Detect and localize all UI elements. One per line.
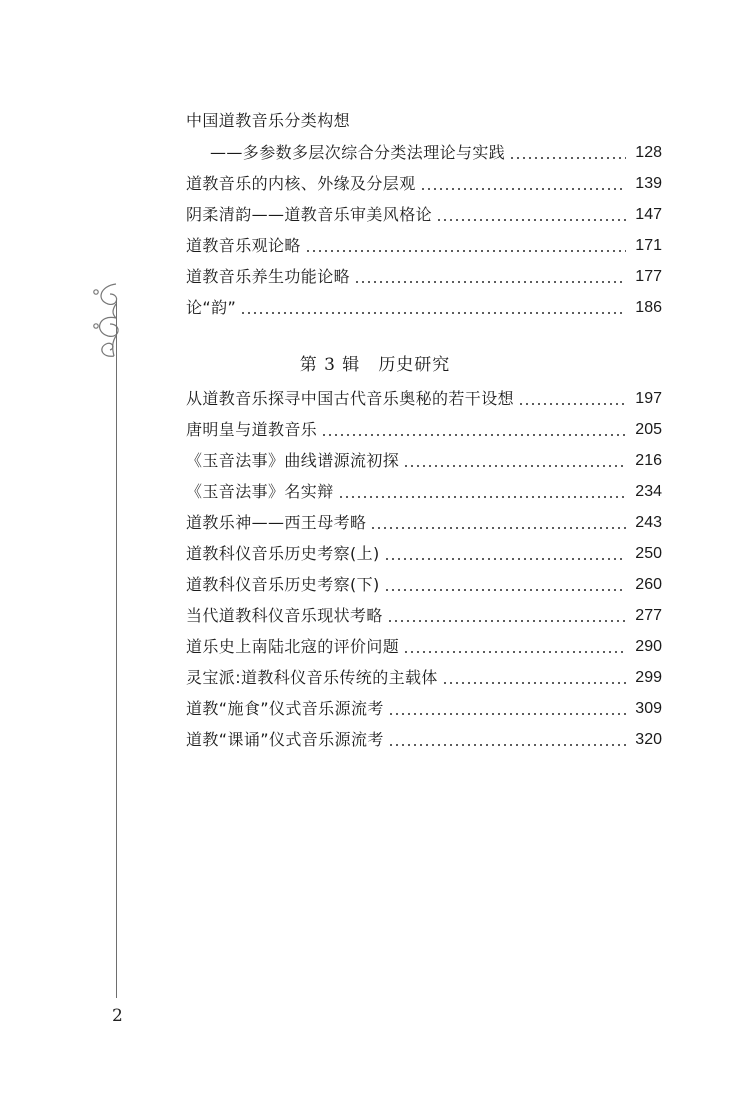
toc-entry[interactable]	[186, 233, 662, 257]
toc-entry-title: 《玉音法事》曲线谱源流初探	[186, 451, 400, 470]
toc-entry-title: 道教音乐的内核、外缘及分层观	[186, 174, 416, 193]
section-title: 历史研究	[378, 355, 451, 375]
toc-entry-page: 234	[635, 483, 662, 500]
section-number: 第 3 辑	[299, 355, 361, 375]
toc-entry-heading[interactable]	[186, 110, 350, 132]
toc-entry-page: 177	[635, 268, 662, 285]
toc-entry-page: 128	[635, 144, 662, 161]
toc-entry[interactable]	[186, 171, 662, 195]
toc-entry-title: 当代道教科仪音乐现状考略	[186, 606, 383, 625]
toc-entry[interactable]	[186, 727, 662, 751]
toc-entry-page: 260	[635, 576, 662, 593]
toc-entry[interactable]	[186, 417, 662, 441]
toc-entry-title: 道教音乐观论略	[186, 236, 301, 255]
dot-leader	[387, 620, 626, 622]
toc-entry[interactable]	[186, 510, 662, 534]
toc-entry[interactable]	[186, 202, 662, 226]
toc-entry-title: 道教音乐养生功能论略	[186, 267, 351, 286]
toc-entry-page: 243	[635, 514, 662, 531]
toc-entry-title: 道教科仪音乐历史考察(上)	[186, 544, 380, 563]
toc-entry-title: 道教乐神——西王母考略	[186, 513, 367, 532]
toc-entry[interactable]	[186, 572, 662, 596]
toc-entry-page: 186	[635, 299, 662, 316]
toc-entry-title: 《玉音法事》名实辩	[186, 482, 334, 501]
dot-leader	[518, 403, 626, 405]
page-number: 2	[112, 1006, 123, 1026]
toc-entry-page: 250	[635, 545, 662, 562]
toc-entry[interactable]	[186, 665, 662, 689]
dot-leader	[321, 434, 626, 436]
dot-leader	[384, 589, 626, 591]
dot-leader	[384, 558, 626, 560]
toc-entry-title: 道教科仪音乐历史考察(下)	[186, 575, 380, 594]
toc-entry[interactable]	[186, 448, 662, 472]
toc-entry-title: 中国道教音乐分类构想	[186, 111, 351, 130]
toc-entry-page: 205	[635, 421, 662, 438]
dot-leader	[388, 744, 626, 746]
toc-entry-page: 197	[635, 390, 662, 407]
dot-leader	[420, 188, 626, 190]
toc-entry-title: 灵宝派:道教科仪音乐传统的主载体	[186, 668, 438, 687]
dot-leader	[388, 713, 626, 715]
toc-entry-title: 道乐史上南陆北寇的评价问题	[186, 637, 400, 656]
toc-entry-title: 道教“施食”仪式音乐源流考	[186, 699, 384, 718]
toc-entry[interactable]	[186, 603, 662, 627]
toc-entry-page: 277	[635, 607, 662, 624]
toc-entry[interactable]	[186, 386, 662, 410]
toc-entry-page: 171	[635, 237, 662, 254]
dot-leader	[338, 496, 626, 498]
toc-entry[interactable]	[186, 479, 662, 503]
toc-entry-title: 道教“课诵”仪式音乐源流考	[186, 730, 384, 749]
dot-leader	[509, 157, 626, 159]
dot-leader	[240, 312, 626, 314]
toc-entry-page: 139	[635, 175, 662, 192]
toc-entry-title: 论“韵”	[186, 298, 237, 317]
toc-entry-page: 216	[635, 452, 662, 469]
section-heading	[0, 350, 750, 375]
dot-leader	[436, 219, 626, 221]
margin-rule	[116, 300, 117, 998]
toc-entry[interactable]	[186, 696, 662, 720]
toc-entry[interactable]	[186, 634, 662, 658]
toc-entry-title: ——多参数多层次综合分类法理论与实践	[210, 143, 506, 162]
toc-entry-page: 290	[635, 638, 662, 655]
dot-leader	[354, 281, 626, 283]
toc-entry-title: 从道教音乐探寻中国古代音乐奥秘的若干设想	[186, 389, 515, 408]
toc-entry-page: 309	[635, 700, 662, 717]
toc-entry[interactable]	[210, 140, 662, 164]
dot-leader	[305, 250, 626, 252]
toc-entry[interactable]	[186, 295, 662, 319]
toc-entry-title: 唐明皇与道教音乐	[186, 420, 318, 439]
toc-entry-page: 299	[635, 669, 662, 686]
toc-entry-page: 320	[635, 731, 662, 748]
dot-leader	[370, 527, 626, 529]
toc-entry[interactable]	[186, 264, 662, 288]
dot-leader	[403, 465, 626, 467]
dot-leader	[442, 682, 626, 684]
toc-entry-page: 147	[635, 206, 662, 223]
dot-leader	[403, 651, 626, 653]
toc-entry[interactable]	[186, 541, 662, 565]
toc-entry-title: 阴柔清韵——道教音乐审美风格论	[186, 205, 433, 224]
